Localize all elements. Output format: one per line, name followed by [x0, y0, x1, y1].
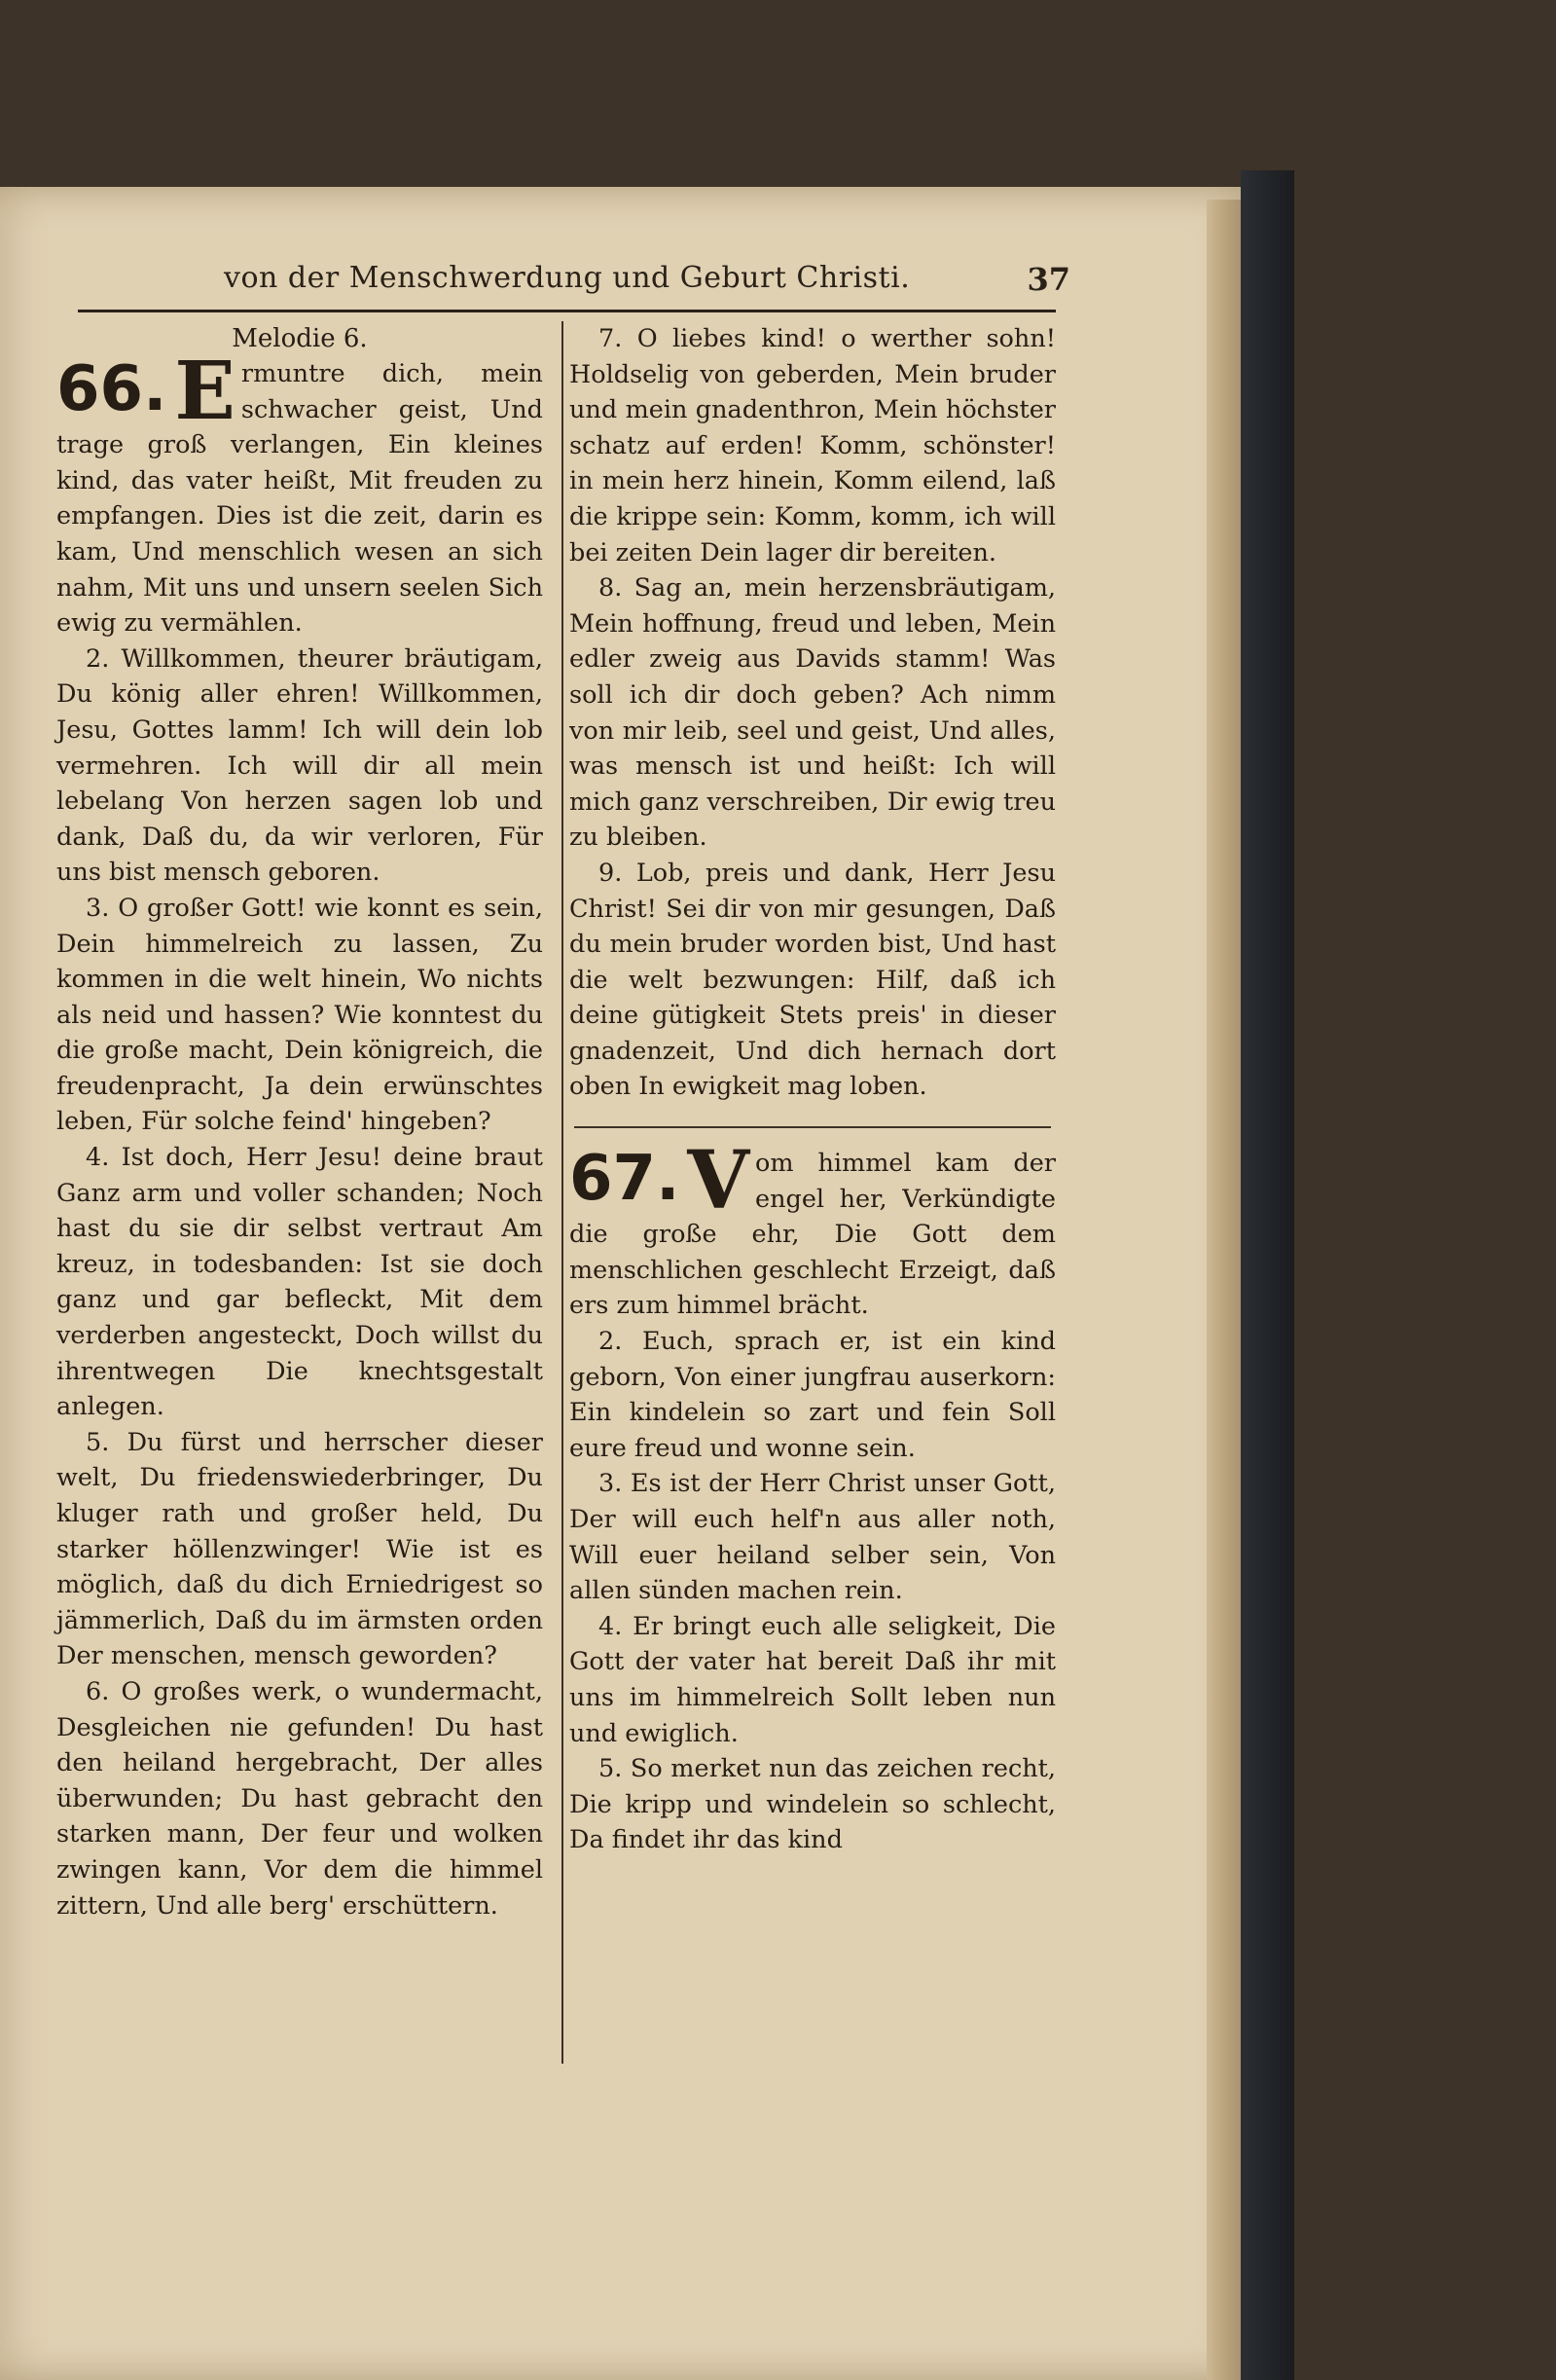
- right-column: [569, 321, 1056, 1858]
- left-column: [56, 321, 543, 1923]
- verse-2: 2. Euch, sprach er, ist ein kind geborn, Von einer jungfrau auserkorn: Ein kindelein so zart und fein Soll eure freud und wonne sein.: [569, 1327, 1056, 1463]
- melody-note: Melodie 6.: [232, 324, 368, 353]
- verse-1: om himmel kam der engel her, Verkündigte die große ehr, Die Gott dem menschlichen geschlecht Erzeigt, daß ers zum himmel brächt.: [569, 1149, 1056, 1321]
- verse-6: 6. O großes werk, o wundermacht, Desgleichen nie gefunden! Du hast den heiland hergebracht, Der alles überwunden; Du hast gebracht den starken mann, Der feur und wolken zwingen kann, Vor dem die himmel zittern, Und alle berg' erschüttern.: [56, 1676, 543, 1921]
- verse-5: 5. So merket nun das zeichen recht, Die kripp und windelein so schlecht, Da findet ihr das kind: [569, 1754, 1056, 1855]
- header-rule: [78, 310, 1056, 312]
- hymn-number: 67.: [569, 1143, 680, 1216]
- verse-1: rmuntre dich, mein schwacher geist, Und trage groß verlangen, Ein kleines kind, das vater heißt, Mit freuden zu empfangen. Dies ist die zeit, darin es kam, Und menschlich wesen an sich nahm, Mit uns und unsern seelen Sich ewig zu vermählen.: [56, 359, 543, 639]
- verse-2: 2. Willkommen, theurer bräutigam, Du könig aller ehren! Willkommen, Jesu, Gottes lamm! Ich will dein lob vermehren. Ich will dir all mein lebelang Von herzen sagen lob und dank, Daß du, da wir verloren, Für uns bist mensch geboren.: [56, 643, 543, 888]
- verse-5: 5. Du fürst und herrscher dieser welt, Du friedenswiederbringer, Du kluger rath und großer held, Du starker höllenzwinger! Wie ist es möglich, daß du dich Erniedrigest so jämmerlich, Daß du im ärmsten orden Der menschen, mensch geworden?: [56, 1427, 543, 1671]
- hymn-66: [56, 345, 543, 641]
- hymn-number: 66.: [56, 353, 167, 425]
- verse-4: 4. Ist doch, Herr Jesu! deine braut Ganz arm und voller schanden; Noch hast du sie dir selbst vertraut Am kreuz, in todesbanden: Ist sie doch ganz und gar befleckt, Mit dem verderben angesteckt, Doch willst du ihrentwegen Die knechtsgestalt anlegen.: [56, 1143, 543, 1422]
- verse-4: 4. Er bringt euch alle seligkeit, Die Gott der vater hat bereit Daß ihr mit uns im himmelreich Sollt leben nun und ewiglich.: [569, 1611, 1056, 1748]
- verse-3: 3. Es ist der Herr Christ unser Gott, Der will euch helf'n aus aller noth, Will euer heiland selber sein, Von allen sünden machen rein.: [569, 1469, 1056, 1606]
- verse-8: 8. Sag an, mein herzensbräutigam, Mein hoffnung, freud und leben, Mein edler zweig aus Davids stamm! Was soll ich dir doch geben? Ach nimm von mir leib, seel und geist, Und alles, was mensch ist und heißt: Ich will mich ganz verschreiben, Dir ewig treu zu bleiben.: [569, 573, 1056, 853]
- drop-cap: E: [174, 345, 235, 438]
- running-title: von der Menschwerdung und Geburt Christi.: [224, 261, 911, 295]
- verse-9: 9. Lob, preis und dank, Herr Jesu Christ! Sei dir von mir gesungen, Daß du mein bruder worden bist, Und hast die welt bezwungen: Hilf, daß ich deine gütigkeit Stets preis' in dieser gnadenzeit, Und dich hernach dort oben In ewigkeit mag loben.: [569, 858, 1056, 1102]
- verse-3: 3. O großer Gott! wie konnt es sein, Dein himmelreich zu lassen, Zu kommen in die welt hinein, Wo nichts als neid und hassen? Wie konntest du die große macht, Dein königreich, die freudenpracht, Ja dein erwünschtes leben, Für solche feind' hingeben?: [56, 893, 543, 1137]
- page-number: 37: [1027, 261, 1070, 298]
- column-divider: [561, 321, 563, 2064]
- hymn-67: [569, 1134, 1056, 1324]
- page-header: [58, 261, 1070, 300]
- book-cover: [1241, 170, 1294, 2380]
- drop-cap: V: [687, 1134, 749, 1228]
- verse-7: 7. O liebes kind! o werther sohn! Holdselig von geberden, Mein bruder und mein gnadenthron, Mein höchster schatz auf erden! Komm, schönster! in mein herz hinein, Komm eilend, laß die krippe sein: Komm, komm, ich will bei zeiten Dein lager dir bereiten.: [569, 324, 1056, 568]
- hymn-separator: [574, 1126, 1051, 1128]
